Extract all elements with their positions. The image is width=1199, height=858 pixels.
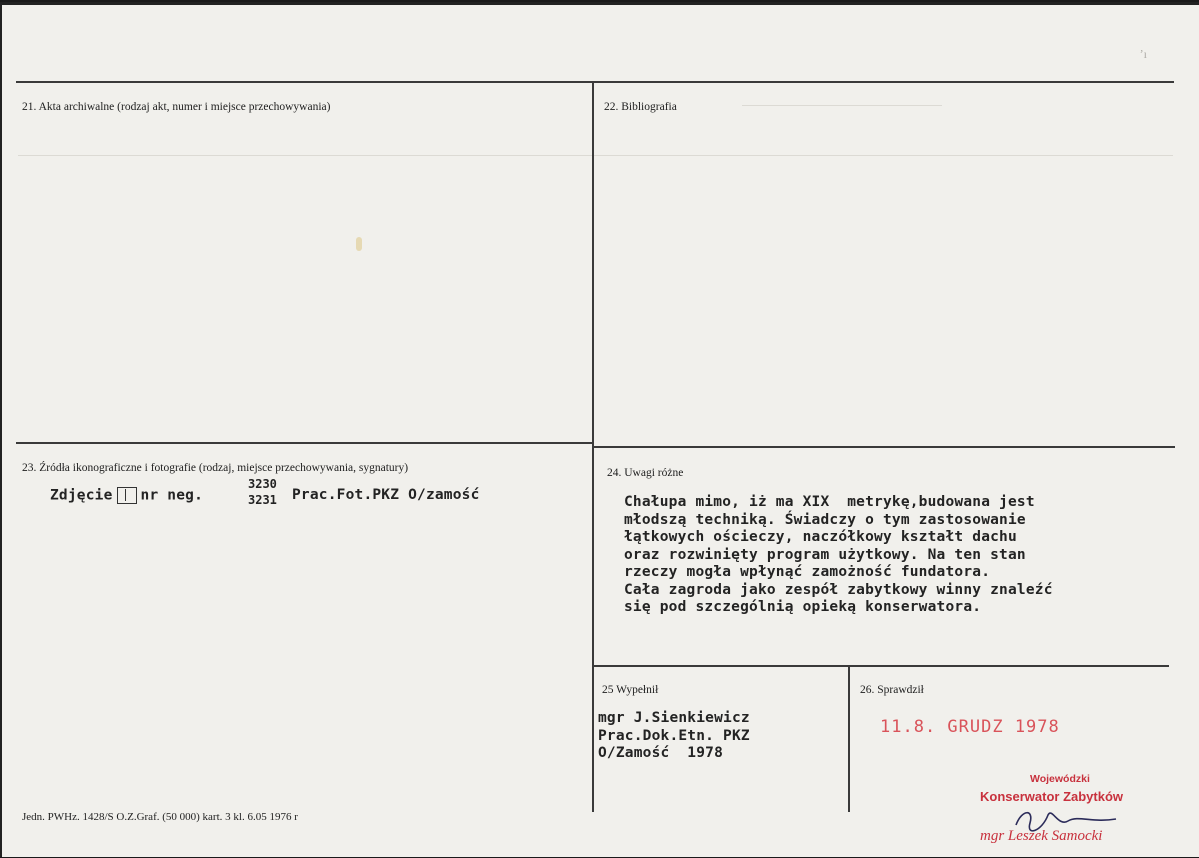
entry-suffix: Prac.Fot.PKZ O/zamość (292, 487, 480, 503)
section-25-label: 25 Wypełnił (602, 684, 659, 696)
negative-number-top: 3230 (248, 477, 277, 491)
section-21-label: 21. Akta archiwalne (rodzaj akt, numer i miejsce przechowywania) (22, 101, 331, 113)
entry-prefix: Zdjęcie (50, 487, 113, 504)
bleed-through-rule (742, 105, 942, 106)
date-stamp: 11.8. GRUDZ 1978 (880, 717, 1060, 737)
stamp-line-1: Wojewódzki (1030, 773, 1090, 785)
paper-stain (356, 237, 362, 251)
entry-nr: nr neg. (140, 487, 204, 504)
section-24-label: 24. Uwagi różne (607, 467, 684, 479)
signature-rule (594, 665, 1169, 667)
left-middle-rule (16, 442, 593, 444)
stamp-line-3: mgr Leszek Samocki (980, 828, 1103, 844)
section-24-remarks: Chałupa mimo, iż ma XIX metrykę,budowana jest młodszą techniką. Świadczy o tym zastosowanie łątkowych ościeczy, naczółkowy kształt dachu oraz rozwinięty program użytkowy. Na ten stan rzeczy mogła wpłynąć zamożność fundatora. Cała zagroda jako zespół zabytkowy winny znaleźć się pod szczególnią opieką konserwatora. (624, 494, 1053, 615)
section-22-label: 22. Bibliografia (604, 101, 677, 113)
section-26-label: 26. Sprawdził (860, 684, 924, 696)
signature-divider (848, 667, 850, 812)
bleed-through-rule (18, 155, 1173, 156)
photo-frame-icon (117, 487, 137, 504)
form-footer: Jedn. PWHz. 1428/S O.Z.Graf. (50 000) kart. 3 kl. 6.05 1976 r (22, 811, 298, 823)
negative-number-bottom: 3231 (248, 493, 277, 507)
pencil-mark: ʼı (1139, 47, 1147, 61)
right-middle-rule (594, 446, 1175, 448)
section-25-filled-by: mgr J.Sienkiewicz Prac.Dok.Etn. PKZ O/Zamość 1978 (598, 710, 750, 761)
section-23-entry (50, 487, 203, 505)
stamp-line-2: Konserwator Zabytków (980, 789, 1124, 804)
top-rule (16, 81, 1174, 83)
section-23-label: 23. Źródła ikonograficzne i fotografie (rodzaj, miejsce przechowywania, sygnatury) (22, 462, 409, 474)
record-card (0, 2, 1199, 857)
